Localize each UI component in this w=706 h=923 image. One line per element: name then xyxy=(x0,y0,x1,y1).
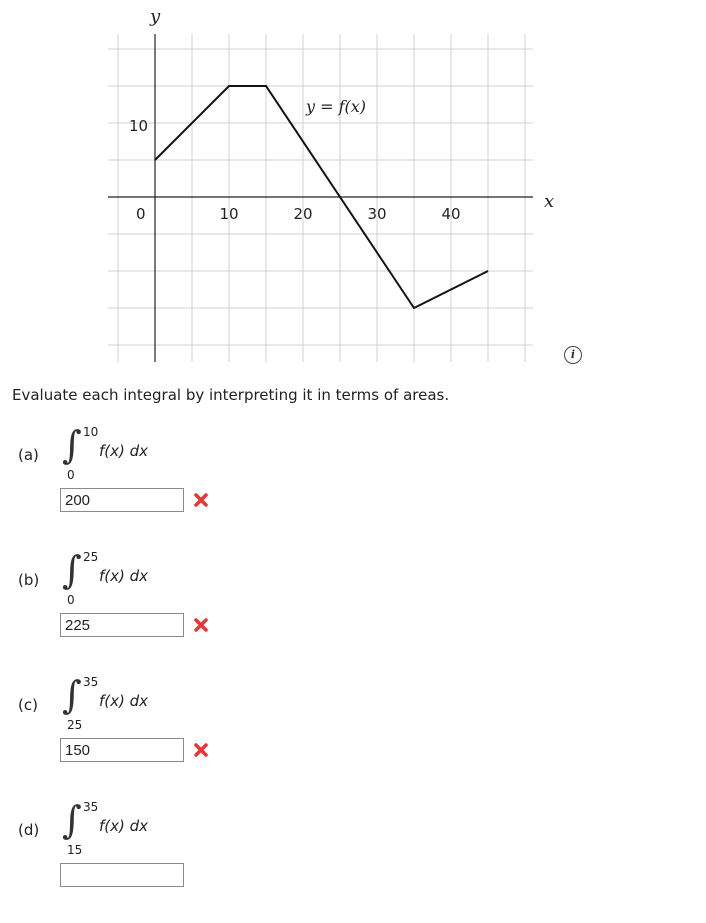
red-x-icon xyxy=(193,492,209,508)
answer-input-d[interactable] xyxy=(60,863,184,887)
answer-input-a[interactable] xyxy=(60,488,184,512)
info-icon[interactable]: i xyxy=(564,346,582,364)
upper-limit: 10 xyxy=(83,425,99,439)
x-tick-label: 20 xyxy=(293,205,313,223)
part-b-label: (b) xyxy=(18,571,40,589)
upper-limit: 25 xyxy=(83,550,99,564)
part-b xyxy=(0,548,706,673)
lower-limit: 0 xyxy=(67,593,75,607)
integral-sign-icon: ∫ xyxy=(62,798,82,842)
x-axis-label: x xyxy=(544,191,555,212)
upper-limit: 35 xyxy=(83,675,99,689)
integrand: f(x) dx xyxy=(99,692,149,710)
x-tick-label: 40 xyxy=(441,205,461,223)
integral-sign-icon: ∫ xyxy=(62,673,82,717)
graph-axes xyxy=(108,34,533,362)
answer-input-c[interactable] xyxy=(60,738,184,762)
part-c xyxy=(0,673,706,798)
red-x-icon xyxy=(193,617,209,633)
red-x-icon xyxy=(193,742,209,758)
y-axis-label: y xyxy=(150,6,161,27)
origin-label: 0 xyxy=(136,205,146,223)
instructions-text: Evaluate each integral by interpreting it in terms of areas. xyxy=(12,386,450,404)
lower-limit: 15 xyxy=(67,843,83,857)
function-graph xyxy=(0,0,706,375)
lower-limit: 0 xyxy=(67,468,75,482)
integrand: f(x) dx xyxy=(99,567,149,585)
integrand: f(x) dx xyxy=(99,817,149,835)
part-d xyxy=(0,798,706,923)
integral-sign-icon: ∫ xyxy=(62,423,82,467)
upper-limit: 35 xyxy=(83,800,99,814)
integral-sign-icon: ∫ xyxy=(62,548,82,592)
x-tick-label: 10 xyxy=(219,205,239,223)
x-tick-label: 30 xyxy=(367,205,387,223)
integrand: f(x) dx xyxy=(99,442,149,460)
function-label: y = f(x) xyxy=(306,97,367,116)
part-c-label: (c) xyxy=(18,696,38,714)
answer-input-b[interactable] xyxy=(60,613,184,637)
y-tick-label: 10 xyxy=(129,117,149,135)
part-a xyxy=(0,423,706,548)
lower-limit: 25 xyxy=(67,718,83,732)
part-a-label: (a) xyxy=(18,446,39,464)
graph-grid xyxy=(108,34,533,362)
part-d-label: (d) xyxy=(18,821,40,839)
